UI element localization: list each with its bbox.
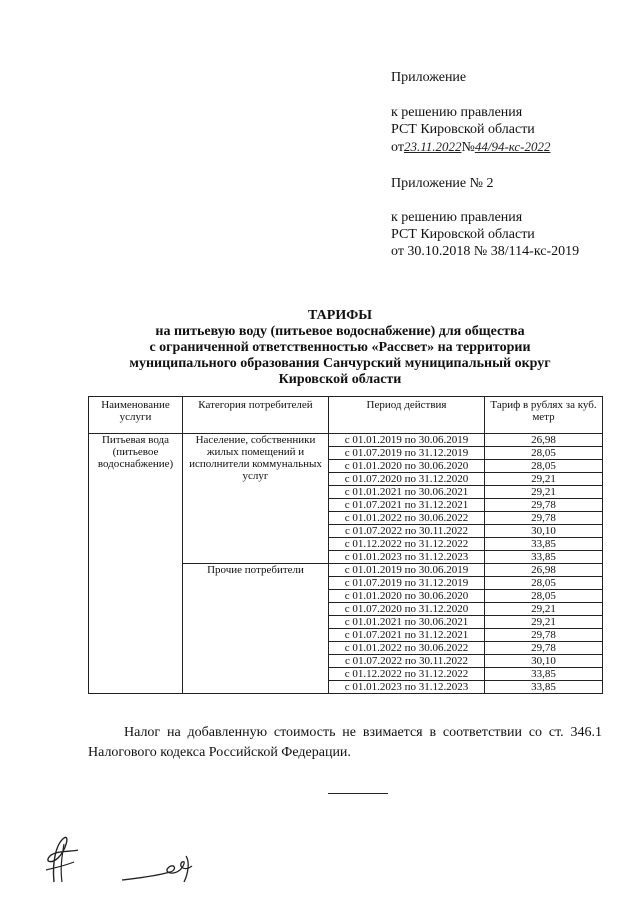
tariff-cell: 29,21: [485, 486, 603, 499]
period-cell: с 01.07.2019 по 31.12.2019: [329, 447, 485, 460]
period-cell: с 01.01.2023 по 31.12.2023: [329, 551, 485, 564]
vat-note: Налог на добавленную стоимость не взимается в соответствии со ст. 346.1 Налогового кодекса Российской Федерации.: [88, 725, 602, 760]
tariff-cell: 28,05: [485, 460, 603, 473]
tariff-cell: 33,85: [485, 538, 603, 551]
closing-rule: [328, 793, 388, 794]
tariff-cell: 30,10: [485, 655, 603, 668]
handwritten-number: 44/94-кс-2022: [474, 139, 551, 154]
period-cell: с 01.12.2022 по 31.12.2022: [329, 538, 485, 551]
title-line1: на питьевую воду (питьевое водоснабжение) для общества: [155, 324, 525, 339]
tariff-table: [88, 396, 603, 694]
table-row: [89, 434, 603, 447]
tariff-cell: 29,78: [485, 629, 603, 642]
tariff-cell: 29,78: [485, 512, 603, 525]
tariff-cell: 33,85: [485, 668, 603, 681]
header-service: Наименование услуги: [89, 397, 183, 434]
period-cell: с 01.07.2022 по 30.11.2022: [329, 525, 485, 538]
tariff-cell: 26,98: [485, 564, 603, 577]
attachment2-ref-line1: к решению правления: [391, 210, 523, 225]
title-line3: муниципального образования Санчурский муниципальный округ: [129, 356, 551, 371]
period-cell: с 01.01.2022 по 30.06.2022: [329, 642, 485, 655]
attachment-ref-line1: к решению правления: [391, 105, 523, 120]
period-cell: с 01.01.2019 по 30.06.2019: [329, 564, 485, 577]
header-period: Период действия: [329, 397, 485, 434]
period-cell: с 01.01.2022 по 30.06.2022: [329, 512, 485, 525]
title-line4: Кировской области: [278, 372, 402, 387]
signature-icon: [120, 852, 210, 886]
tariff-cell: 29,21: [485, 616, 603, 629]
service-name: Питьевая вода (питьевое водоснабжение): [89, 434, 183, 694]
period-cell: с 01.07.2022 по 30.11.2022: [329, 655, 485, 668]
period-cell: с 01.01.2020 по 30.06.2020: [329, 460, 485, 473]
document-heading: ТАРИФЫ: [308, 308, 372, 323]
category-population: Население, собственники жилых помещений и исполнители коммунальных услуг: [183, 434, 329, 564]
handwritten-date: 23.11.2022: [403, 139, 462, 154]
period-cell: с 01.07.2019 по 31.12.2019: [329, 577, 485, 590]
tariff-cell: 28,05: [485, 590, 603, 603]
tariff-cell: 29,78: [485, 642, 603, 655]
tariff-cell: 33,85: [485, 551, 603, 564]
period-cell: с 01.01.2019 по 30.06.2019: [329, 434, 485, 447]
tariff-cell: 28,05: [485, 447, 603, 460]
tariff-cell: 29,21: [485, 473, 603, 486]
tariff-cell: 33,85: [485, 681, 603, 694]
tariff-cell: 28,05: [485, 577, 603, 590]
category-other: Прочие потребители: [183, 564, 329, 694]
attachment2-label: Приложение № 2: [391, 176, 494, 191]
period-cell: с 01.12.2022 по 31.12.2022: [329, 668, 485, 681]
table-header-row: [89, 397, 603, 434]
period-cell: с 01.07.2020 по 31.12.2020: [329, 473, 485, 486]
attachment-label: Приложение: [391, 70, 467, 85]
title-line2: с ограниченной ответственностью «Рассвет» на территории: [149, 340, 531, 355]
period-cell: с 01.01.2021 по 30.06.2021: [329, 486, 485, 499]
period-cell: с 01.01.2020 по 30.06.2020: [329, 590, 485, 603]
initials-signature-icon: [34, 832, 94, 888]
header-category: Категория потребителей: [183, 397, 329, 434]
tariff-cell: 26,98: [485, 434, 603, 447]
period-cell: с 01.01.2021 по 30.06.2021: [329, 616, 485, 629]
period-cell: с 01.01.2023 по 31.12.2023: [329, 681, 485, 694]
header-tariff: Тариф в рублях за куб. метр: [485, 397, 603, 434]
number-sign: №: [461, 140, 475, 155]
period-cell: с 01.07.2021 по 31.12.2021: [329, 629, 485, 642]
attachment2-ref-line2: РСТ Кировской области: [391, 227, 535, 242]
period-cell: с 01.07.2020 по 31.12.2020: [329, 603, 485, 616]
tariff-cell: 30,10: [485, 525, 603, 538]
date-prefix: от: [391, 140, 404, 155]
period-cell: с 01.07.2021 по 31.12.2021: [329, 499, 485, 512]
attachment2-ref-line3: от 30.10.2018 № 38/114-кс-2019: [391, 244, 580, 259]
attachment-ref-line2: РСТ Кировской области: [391, 122, 535, 137]
tariff-cell: 29,78: [485, 499, 603, 512]
tariff-cell: 29,21: [485, 603, 603, 616]
attachment-date-line: [391, 138, 550, 156]
